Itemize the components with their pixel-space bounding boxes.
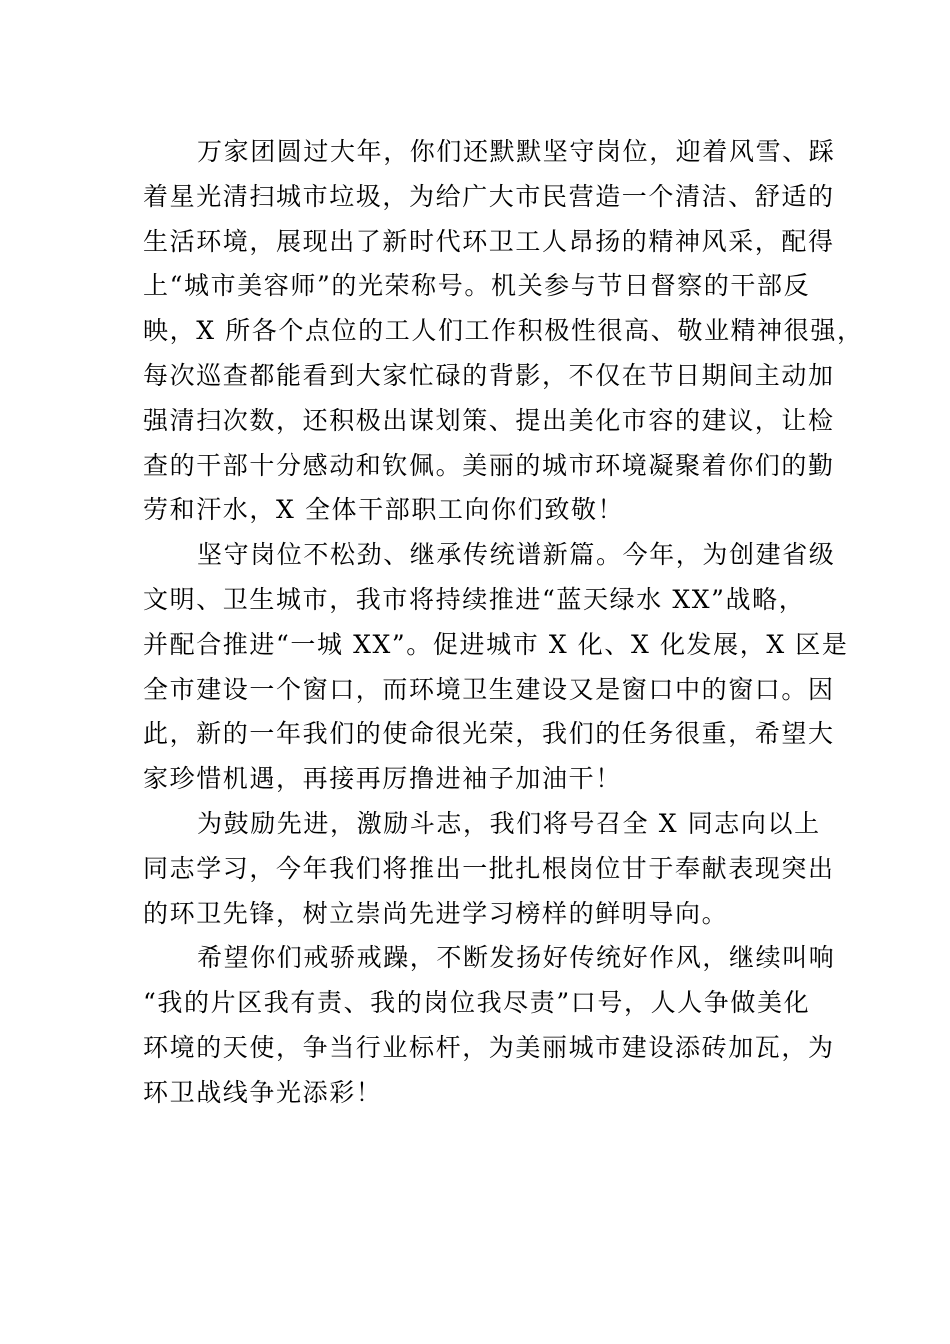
text-line: 查的干部十分感动和钦佩。美丽的城市环境凝聚着你们的勤 — [143, 450, 835, 480]
paragraph-2 — [143, 533, 849, 802]
text-line: “我的片区我有责、我的岗位我尽责”口号，人人争做美化 — [143, 988, 811, 1018]
text-line: 强清扫次数，还积极出谋划策、提出美化市容的建议，让检 — [143, 405, 835, 435]
paragraph-3 — [143, 802, 835, 936]
text-line: 着星光清扫城市垃圾，为给广大市民营造一个清洁、舒适的 — [143, 181, 835, 211]
text-line: 每次巡查都能看到大家忙碌的背影，不仅在节日期间主动加 — [143, 360, 835, 390]
text-line: 生活环境，展现出了新时代环卫工人昂扬的精神风采，配得 — [143, 226, 835, 256]
text-line: 全市建设一个窗口，而环境卫生建设又是窗口中的窗口。因 — [143, 674, 835, 704]
text-line: 万家团圆过大年，你们还默默坚守岗位，迎着风雪、踩 — [197, 137, 836, 166]
text-line: 的环卫先锋，树立崇尚先进学习榜样的鲜明导向。 — [143, 898, 729, 928]
paragraph-4 — [143, 936, 836, 1115]
text-line: 映，X 所各个点位的工人们工作积极性很高、敬业精神很强， — [143, 316, 864, 346]
text-line: 环卫战线争光添彩！ — [143, 1077, 383, 1107]
text-line: 此，新的一年我们的使命很光荣，我们的任务很重，希望大 — [143, 719, 835, 749]
text-line: 同志学习，今年我们将推出一批扎根岗位甘于奉献表现突出 — [143, 853, 835, 883]
text-line: 为鼓励先进，激励斗志，我们将号召全 X 同志向以上 — [197, 808, 821, 838]
paragraph-1 — [143, 130, 864, 533]
text-line: 环境的天使，争当行业标杆，为美丽城市建设添砖加瓦，为 — [143, 1032, 835, 1062]
text-line: 上“城市美容师”的光荣称号。机关参与节日督察的干部反 — [143, 271, 811, 301]
document-body — [143, 130, 864, 1116]
text-line: 劳和汗水，X 全体干部职工向你们致敬！ — [143, 495, 625, 525]
text-line: 家珍惜机遇，再接再厉撸进袖子加油干！ — [143, 764, 622, 794]
text-line: 文明、卫生城市，我市将持续推进“蓝天绿水 XX”战略， — [143, 584, 806, 614]
text-line: 并配合推进“一城 XX”。促进城市 X 化、X 化发展，X 区是 — [143, 629, 849, 659]
text-line: 希望你们戒骄戒躁，不断发扬好传统好作风，继续叫响 — [197, 943, 836, 973]
text-line: 坚守岗位不松劲、继承传统谱新篇。今年，为创建省级 — [197, 540, 836, 570]
